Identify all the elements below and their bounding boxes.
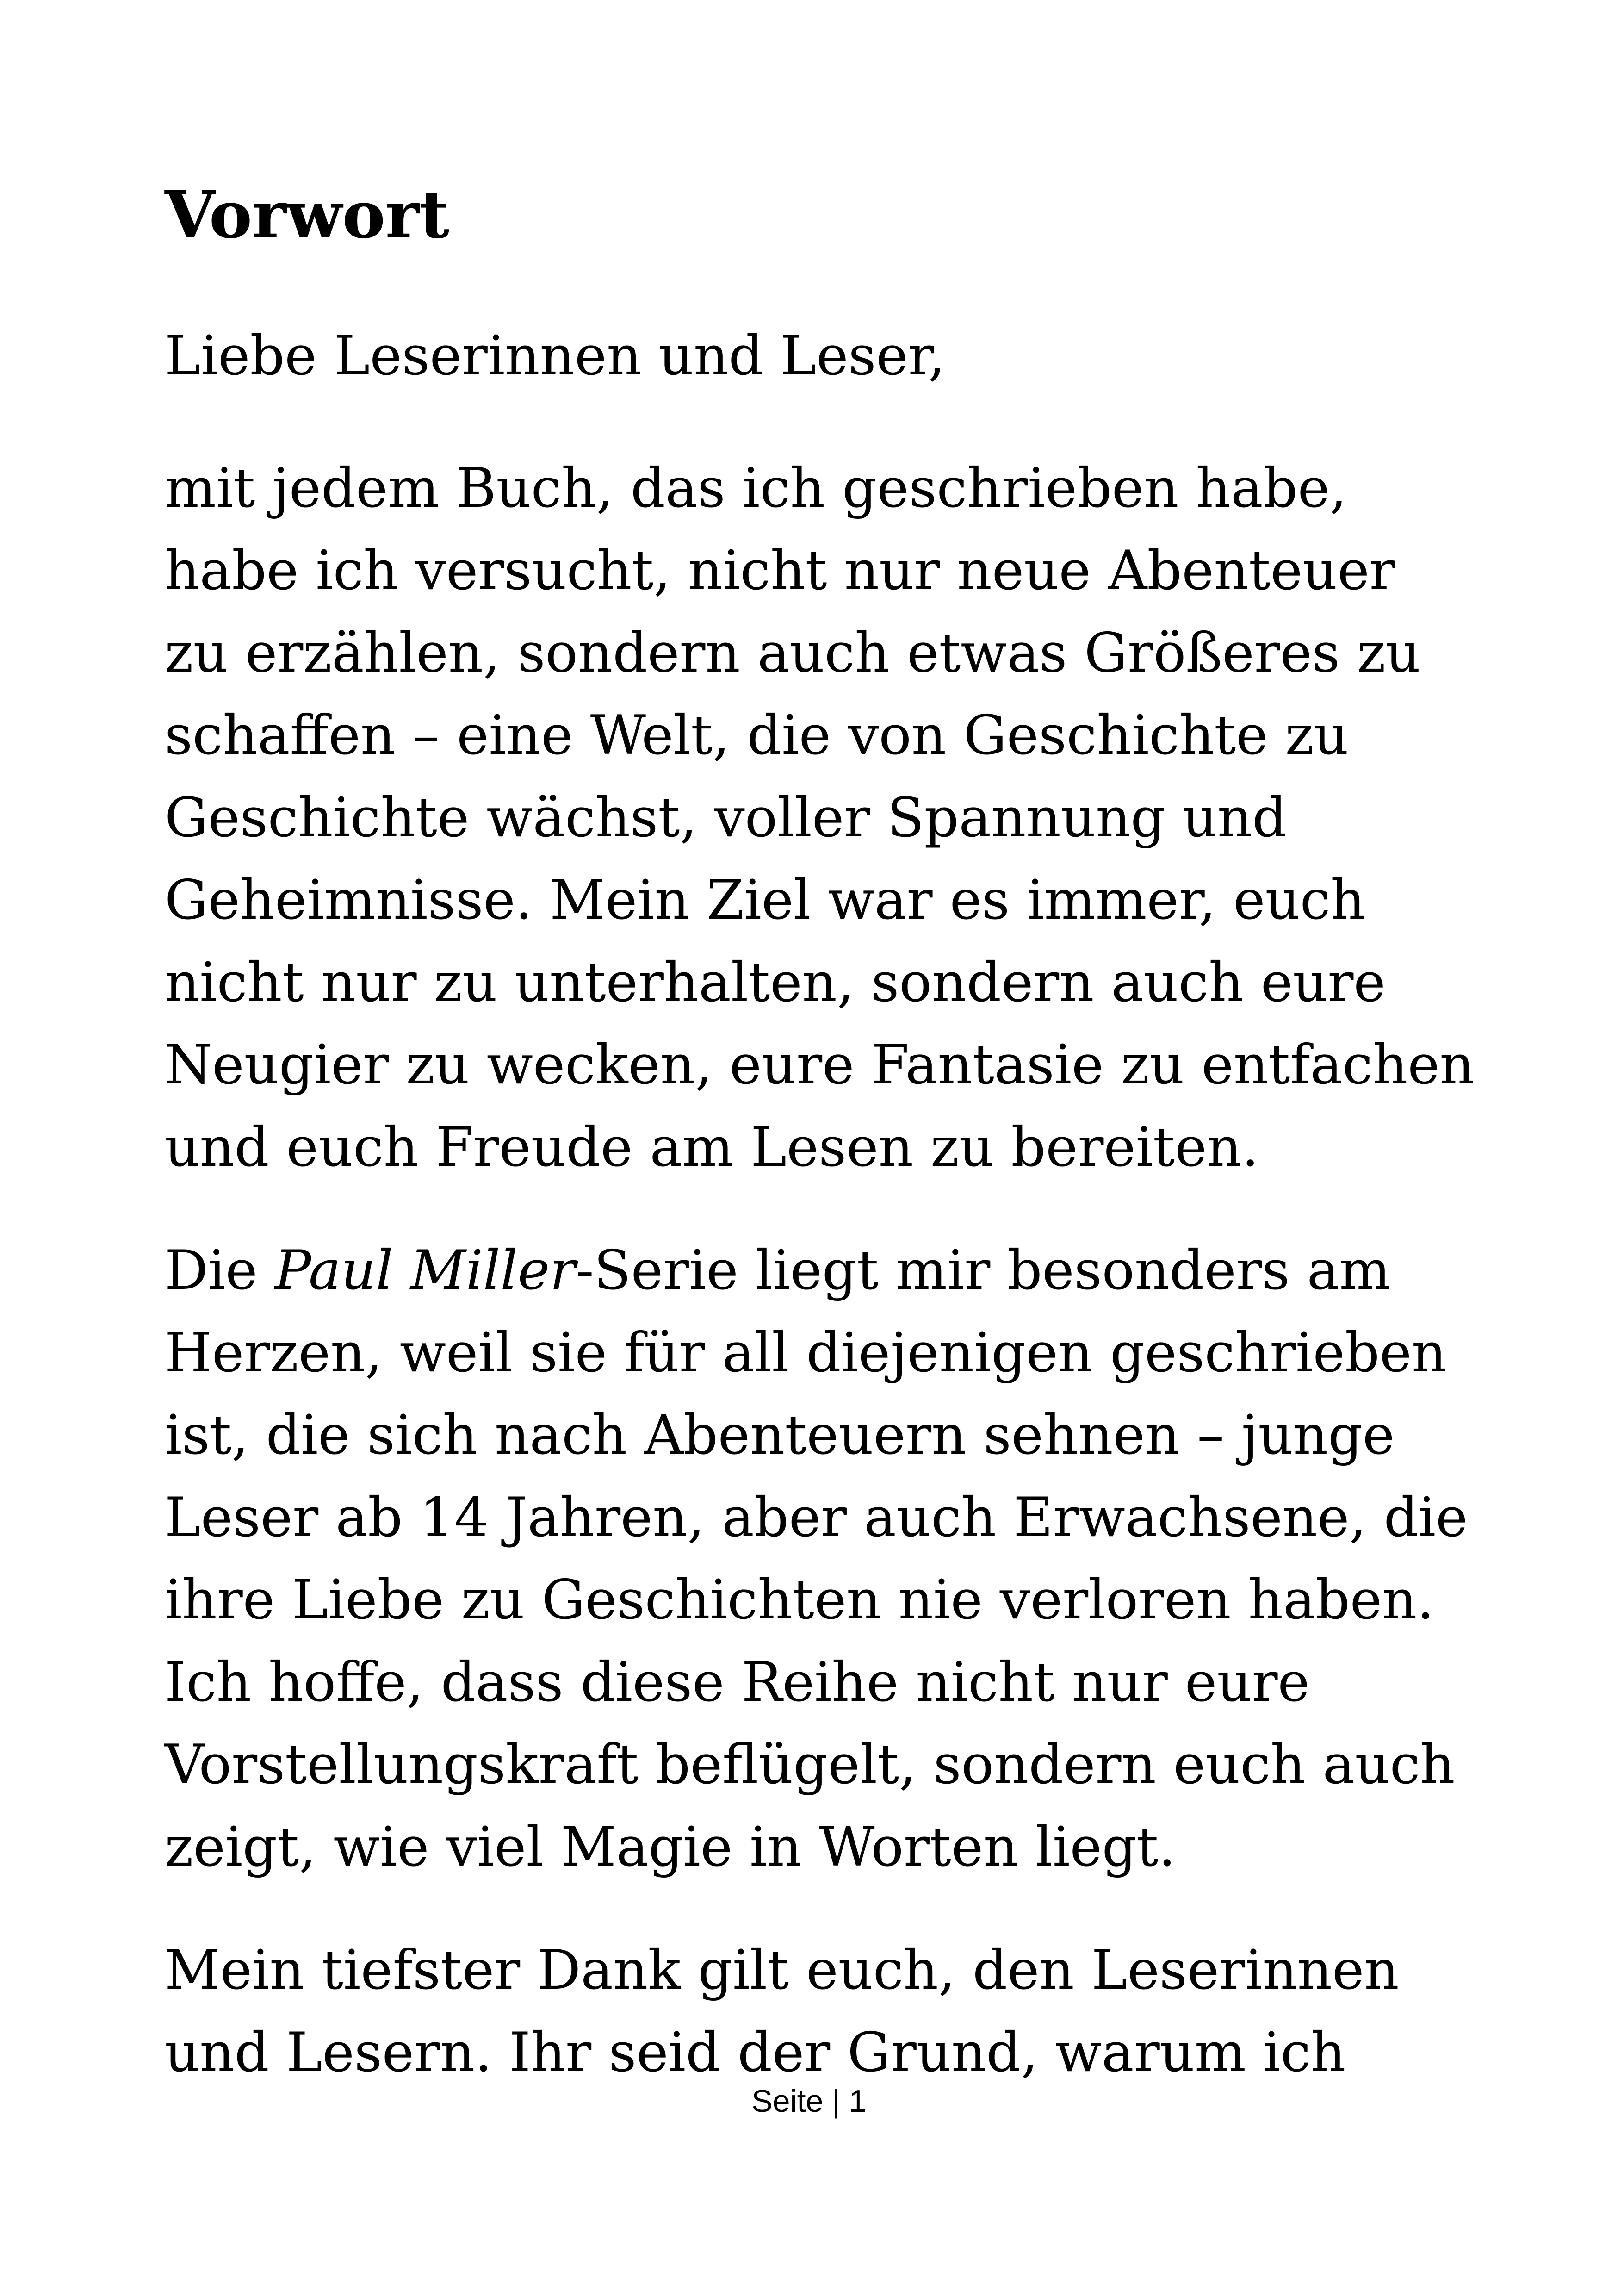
text-line: ist, die sich nach Abenteuern sehnen – junge (165, 1403, 1395, 1467)
page-title: Vorwort (165, 177, 450, 253)
text-line: und Lesern. Ihr seid der Grund, warum ich (165, 2021, 1346, 2084)
greeting-line: Liebe Leserinnen und Leser, (165, 324, 946, 387)
text-line: nicht nur zu unterhalten, sondern auch eure (165, 951, 1386, 1014)
text-line: Vorstellungskraft beflügelt, sondern euch auch (165, 1733, 1455, 1796)
document-body (165, 177, 1488, 2134)
text-line: Mein tiefster Dank gilt euch, den Leserinnen (165, 1938, 1399, 2002)
text-line: ihre Liebe zu Geschichten nie verloren haben. (165, 1568, 1434, 1631)
page-number: Seite | 1 (751, 2084, 867, 2119)
text-line: schaffen – eine Welt, die von Geschichte zu (165, 703, 1349, 767)
text-line: habe ich versucht, nicht nur neue Abenteuer (165, 539, 1395, 602)
paragraph-1 (165, 447, 1488, 1188)
text-line: Geheimnisse. Mein Ziel war es immer, euch (165, 868, 1365, 932)
text-line: zeigt, wie viel Magie in Worten liegt. (165, 1815, 1176, 1879)
text-fragment: Die (165, 1238, 275, 1302)
text-line: mit jedem Buch, das ich geschrieben habe, (165, 456, 1347, 520)
text-line: zu erzählen, sondern auch etwas Größeres zu (165, 621, 1421, 684)
text-line: Herzen, weil sie für all diejenigen geschrieben (165, 1321, 1447, 1384)
text-line: Neugier zu wecken, eure Fantasie zu entfachen (165, 1033, 1475, 1096)
text-fragment: -Serie liegt mir besonders am (576, 1238, 1391, 1302)
text-line: Ich hoffe, dass diese Reihe nicht nur eure (165, 1650, 1310, 1714)
text-line: und euch Freude am Lesen zu bereiten. (165, 1115, 1259, 1179)
text-line (165, 1229, 1488, 1312)
paragraph-2 (165, 1229, 1488, 1888)
series-title: Paul Miller (274, 1238, 576, 1302)
text-line: Geschichte wächst, voller Spannung und (165, 786, 1287, 849)
paragraph-3 (165, 1929, 1488, 2094)
text-line: Leser ab 14 Jahren, aber auch Erwachsene, die (165, 1486, 1468, 1549)
